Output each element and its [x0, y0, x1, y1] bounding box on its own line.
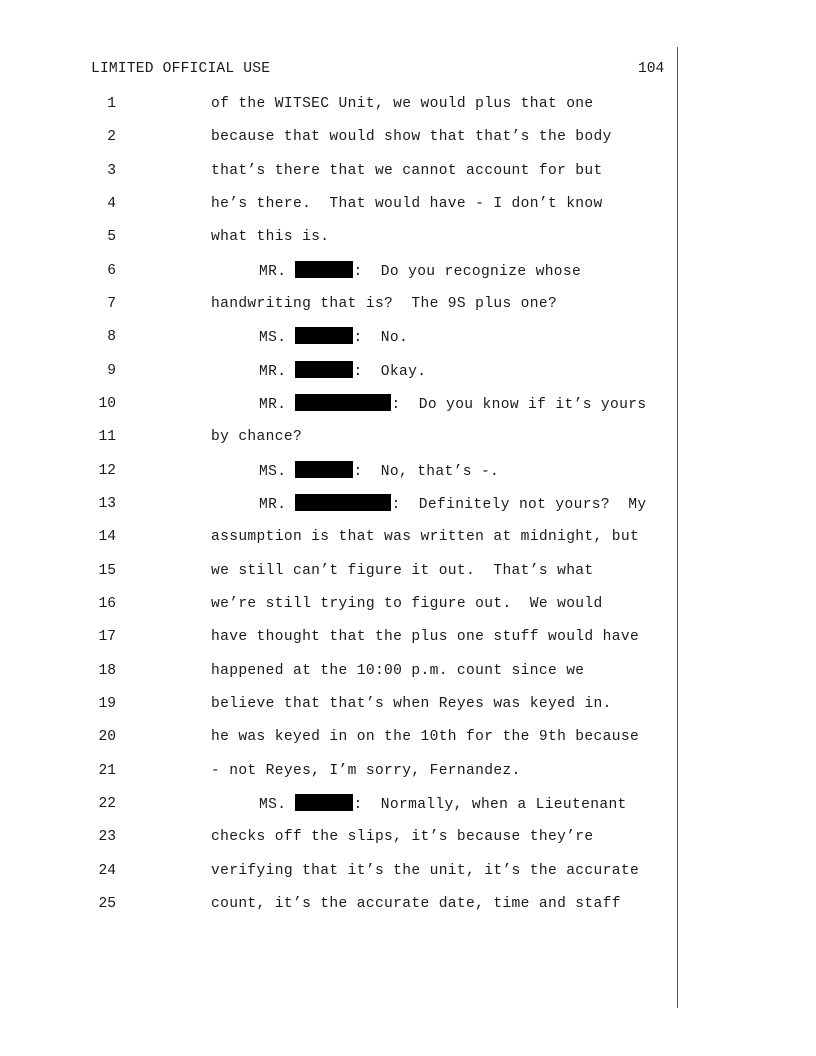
transcript-line: [0, 127, 816, 149]
transcript-line: [0, 561, 816, 583]
line-number: 21: [98, 763, 116, 779]
transcript-line: [0, 94, 816, 116]
line-number: 22: [98, 796, 116, 812]
transcript-line: [0, 194, 816, 216]
transcript-line: [0, 727, 816, 749]
page-number: 104: [638, 61, 665, 77]
speaker-line: [259, 794, 627, 815]
transcript-line: [0, 461, 816, 483]
line-number: 6: [107, 263, 116, 279]
transcript-line: [0, 294, 816, 316]
line-number: 2: [107, 129, 116, 145]
line-text: assumption is that was written at midnight, but: [211, 529, 640, 545]
line-number: 15: [98, 563, 116, 579]
transcript-line: [0, 494, 816, 516]
line-number: 3: [107, 163, 116, 179]
line-text: have thought that the plus one stuff would have: [211, 629, 640, 645]
line-text: what this is.: [211, 229, 330, 245]
line-number: 4: [107, 196, 116, 212]
line-text: we still can’t figure it out. That’s what: [211, 563, 594, 579]
line-number: 7: [107, 296, 116, 312]
transcript-line: [0, 827, 816, 849]
transcript-line: [0, 427, 816, 449]
line-number: 24: [98, 863, 116, 879]
speaker-line: [259, 327, 408, 348]
speaker-title: MR.: [259, 497, 287, 513]
speaker-line: [259, 394, 646, 415]
redaction-box: [295, 327, 353, 344]
transcript-line: [0, 327, 816, 349]
speaker-line: [259, 494, 646, 515]
line-text: of the WITSEC Unit, we would plus that one: [211, 96, 594, 112]
line-text: happened at the 10:00 p.m. count since we: [211, 663, 585, 679]
line-number: 13: [98, 496, 116, 512]
line-number: 10: [98, 396, 116, 412]
transcript-line: [0, 527, 816, 549]
line-text: he was keyed in on the 10th for the 9th because: [211, 729, 640, 745]
transcript-line: [0, 394, 816, 416]
speaker-line: [259, 361, 426, 382]
line-number: 11: [98, 429, 116, 445]
line-text: : No.: [353, 330, 409, 346]
redaction-box: [295, 261, 353, 278]
transcript-line: [0, 161, 816, 183]
line-number: 17: [98, 629, 116, 645]
speaker-line: [259, 461, 499, 482]
line-number: 8: [107, 329, 116, 345]
line-number: 18: [98, 663, 116, 679]
line-text: that’s there that we cannot account for but: [211, 163, 603, 179]
speaker-title: MR.: [259, 264, 287, 280]
transcript-line: [0, 694, 816, 716]
transcript-line: [0, 227, 816, 249]
transcript-line: [0, 661, 816, 683]
line-number: 16: [98, 596, 116, 612]
line-text: he’s there. That would have - I don’t know: [211, 196, 603, 212]
line-number: 23: [98, 829, 116, 845]
line-number: 1: [107, 96, 116, 112]
line-text: : Do you recognize whose: [353, 264, 582, 280]
speaker-title: MR.: [259, 397, 287, 413]
line-number: 20: [98, 729, 116, 745]
redaction-box: [295, 794, 353, 811]
line-text: : Normally, when a Lieutenant: [353, 797, 627, 813]
speaker-title: MR.: [259, 364, 287, 380]
line-number: 12: [98, 463, 116, 479]
line-text: : Okay.: [353, 364, 427, 380]
line-text: - not Reyes, I’m sorry, Fernandez.: [211, 763, 521, 779]
line-text: because that would show that that’s the body: [211, 129, 612, 145]
line-text: count, it’s the accurate date, time and staff: [211, 896, 621, 912]
transcript-line: [0, 594, 816, 616]
line-number: 19: [98, 696, 116, 712]
transcript-line: [0, 861, 816, 883]
line-text: we’re still trying to figure out. We would: [211, 596, 603, 612]
line-text: verifying that it’s the unit, it’s the accurate: [211, 863, 640, 879]
redaction-box: [295, 461, 353, 478]
line-text: : No, that’s -.: [353, 464, 500, 480]
speaker-title: MS.: [259, 464, 287, 480]
line-number: 5: [107, 229, 116, 245]
line-number: 9: [107, 363, 116, 379]
line-text: checks off the slips, it’s because they’re: [211, 829, 594, 845]
line-text: : Definitely not yours? My: [391, 497, 647, 513]
line-text: handwriting that is? The 9S plus one?: [211, 296, 558, 312]
speaker-title: MS.: [259, 797, 287, 813]
speaker-line: [259, 261, 581, 282]
redaction-box: [295, 394, 391, 411]
transcript-line: [0, 627, 816, 649]
line-text: believe that that’s when Reyes was keyed in.: [211, 696, 612, 712]
speaker-title: MS.: [259, 330, 287, 346]
line-number: 14: [98, 529, 116, 545]
transcript-line: [0, 261, 816, 283]
transcript-line: [0, 894, 816, 916]
classification-header: LIMITED OFFICIAL USE: [91, 61, 271, 77]
redaction-box: [295, 494, 391, 511]
line-text: : Do you know if it’s yours: [391, 397, 647, 413]
transcript-line: [0, 794, 816, 816]
transcript-line: [0, 761, 816, 783]
transcript-line: [0, 361, 816, 383]
line-number: 25: [98, 896, 116, 912]
line-text: by chance?: [211, 429, 303, 445]
redaction-box: [295, 361, 353, 378]
